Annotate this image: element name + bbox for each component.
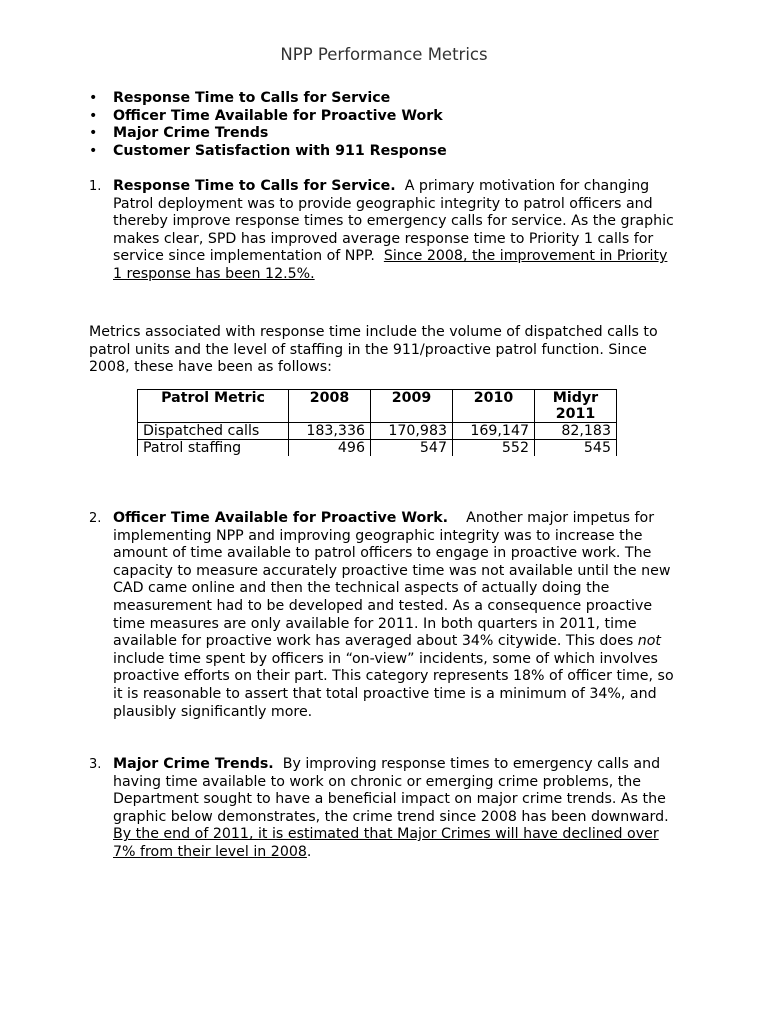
table-cell: 496 (289, 440, 371, 457)
table-cell: 545 (535, 440, 617, 457)
section-body (113, 178, 678, 284)
section-body (113, 756, 678, 862)
table-cell: 547 (371, 440, 453, 457)
table-row (138, 440, 617, 457)
table-cell: 183,336 (289, 423, 371, 440)
table-header-cell: 2009 (371, 390, 453, 423)
table-cell: Patrol staffing (138, 440, 289, 457)
metrics-bullet-list (89, 90, 649, 160)
list-item: • Officer Time Available for Proactive Work (89, 107, 443, 124)
table-cell: Dispatched calls (138, 423, 289, 440)
table-cell: 552 (453, 440, 535, 457)
section-text: include time spent by officers in “on-view” incidents, some of which involves proactive efforts on their part. This category represents 18% of officer time, so it is reasonable to assert that total proactive time is a minimum of 34%, and plausibly significantly more. (113, 650, 674, 720)
table-header-cell: Midyr 2011 (535, 390, 617, 423)
section-text-tail: . (306, 843, 312, 860)
section-text: By improving response times to emergency calls and having time available to work on chronic or emerging crime problems, the Department sought to have a beneficial impact on major crime trends. As the graphic below demonstrates, the crime trend since 2008 has been downward. (113, 756, 669, 825)
bullet-icon: • (89, 142, 98, 159)
list-item: • Major Crime Trends (89, 125, 269, 142)
table-cell: 169,147 (453, 423, 535, 440)
bullet-icon: • (89, 125, 98, 142)
section-heading: Response Time to Calls for Service. (113, 178, 396, 194)
section-number: 2. (89, 511, 102, 526)
underlined-statement: Since 2008, the improvement in Priority 1 response has been 12.5%. (113, 248, 668, 282)
list-item: • Response Time to Calls for Service (89, 90, 391, 106)
section-text: Another major impetus for implementing NPP and improving geographic integrity was to increase the amount of time available to patrol officers to engage in proactive work. The capacity to measure accurately proactive time was not available until the new CAD came online and then the technical aspects of actually doing the measurement had to be developed and tested. As a consequence proactive time measures are only available for 2011. In both quarters in 2011, time available for proactive work has averaged about 34% citywide. This does (113, 510, 671, 650)
table-cell: 170,983 (371, 423, 453, 440)
section-text: A primary motivation for changing Patrol deployment was to provide geographic integrity to patrol officers and thereby improve response times to emergency calls for service. As the graphic makes clear, SPD has improved average response time to Priority 1 calls for service since implementation of NPP. (113, 178, 674, 265)
table-header-cell: Patrol Metric (138, 390, 289, 423)
section-heading: Major Crime Trends. (113, 756, 274, 772)
section-number: 3. (89, 757, 102, 772)
emphasis-text: not (637, 633, 661, 650)
bullet-icon: • (89, 90, 98, 106)
section-proactive-work (89, 510, 689, 721)
bullet-icon: • (89, 107, 98, 124)
table-header-row (138, 390, 617, 423)
table-cell: 82,183 (535, 423, 617, 440)
table-header-cell: 2010 (453, 390, 535, 423)
section-crime-trends (89, 756, 689, 862)
table-header-cell: 2008 (289, 390, 371, 423)
underlined-statement: By the end of 2011, it is estimated that Major Crimes will have declined over 7% from their level in 2008 (113, 826, 659, 860)
section-heading: Officer Time Available for Proactive Work. (113, 510, 449, 526)
section-response-time (89, 178, 689, 284)
section-body (113, 510, 678, 721)
metrics-intro-paragraph: Metrics associated with response time include the volume of dispatched calls to patrol units and the level of staffing in the 911/proactive patrol function. Since 2008, these have been as follows: (89, 324, 658, 376)
patrol-metrics-table (137, 389, 617, 456)
section-number: 1. (89, 179, 102, 194)
list-item: • Customer Satisfaction with 911 Response (89, 142, 447, 159)
table-row (138, 423, 617, 440)
page-title: NPP Performance Metrics (280, 45, 488, 64)
